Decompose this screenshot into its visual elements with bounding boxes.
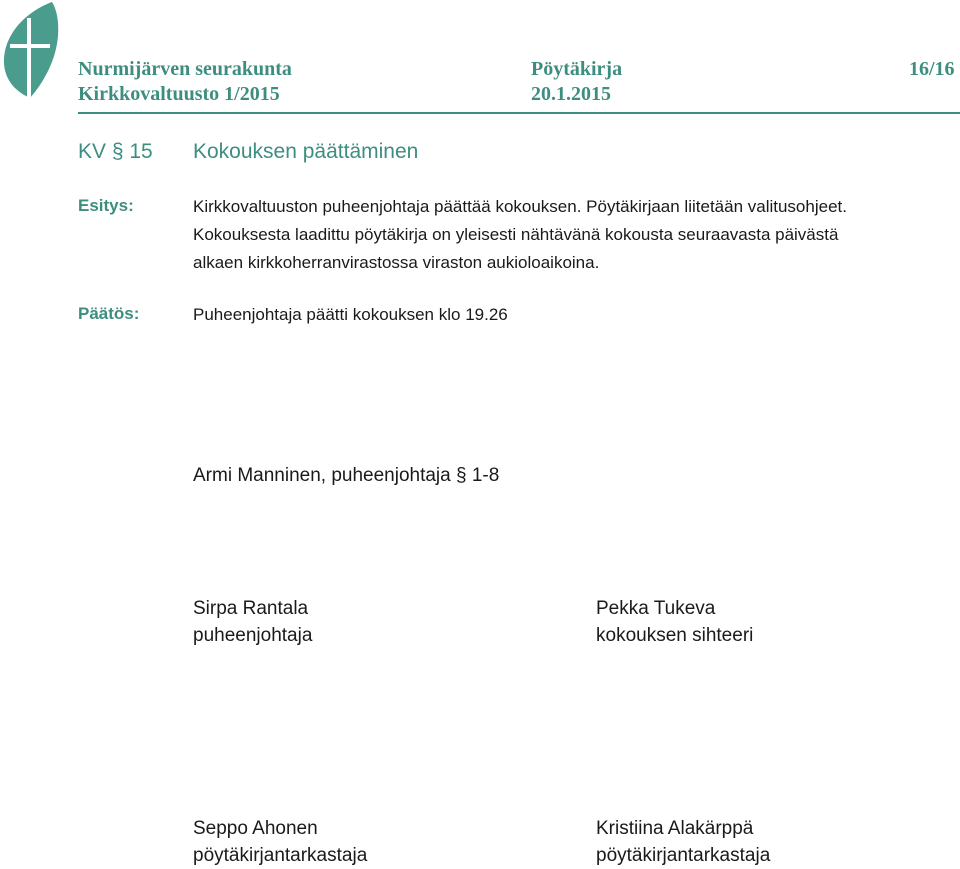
header-page-number: 16/16 <box>909 58 955 80</box>
header-rule <box>78 112 960 114</box>
signature-name: Pekka Tukeva <box>596 598 716 619</box>
section-title: Kokouksen päättäminen <box>193 140 419 163</box>
signature-right-2 <box>596 815 770 869</box>
section-number: KV § 15 <box>78 140 153 163</box>
signature-name: Sirpa Rantala <box>193 598 309 619</box>
signature-name: Seppo Ahonen <box>193 818 318 839</box>
signature-role: pöytäkirjantarkastaja <box>193 845 368 866</box>
chair-signature-line: Armi Manninen, puheenjohtaja § 1-8 <box>193 465 500 486</box>
signature-role: kokouksen sihteeri <box>596 625 754 646</box>
header-meeting: Kirkkovaltuusto 1/2015 <box>78 83 280 105</box>
proposal-label: Esitys: <box>78 196 134 215</box>
header-date: 20.1.2015 <box>531 83 611 105</box>
signature-role: puheenjohtaja <box>193 625 313 646</box>
decision-label: Päätös: <box>78 304 140 323</box>
signature-role: pöytäkirjantarkastaja <box>596 845 771 866</box>
decision-text: Puheenjohtaja päätti kokouksen klo 19.26 <box>193 305 508 324</box>
cross-leaf-icon <box>0 0 60 102</box>
header-doc-type: Pöytäkirja <box>531 58 623 80</box>
header-org: Nurmijärven seurakunta <box>78 58 292 80</box>
signature-name: Kristiina Alakärppä <box>596 818 754 839</box>
signature-left-2 <box>193 815 367 869</box>
proposal-text: Kirkkovaltuuston puheenjohtaja päättää kokouksen. Pöytäkirjaan liitetään valitusohjeet. Kokouksesta laadittu pöytäkirja on yleisesti nähtävänä kokousta seuraavasta päivästä alkaen kirkkoherranvirastossa viraston aukioloaikoina. <box>193 197 847 272</box>
signature-right-1 <box>596 595 753 649</box>
signature-left-1 <box>193 595 312 649</box>
